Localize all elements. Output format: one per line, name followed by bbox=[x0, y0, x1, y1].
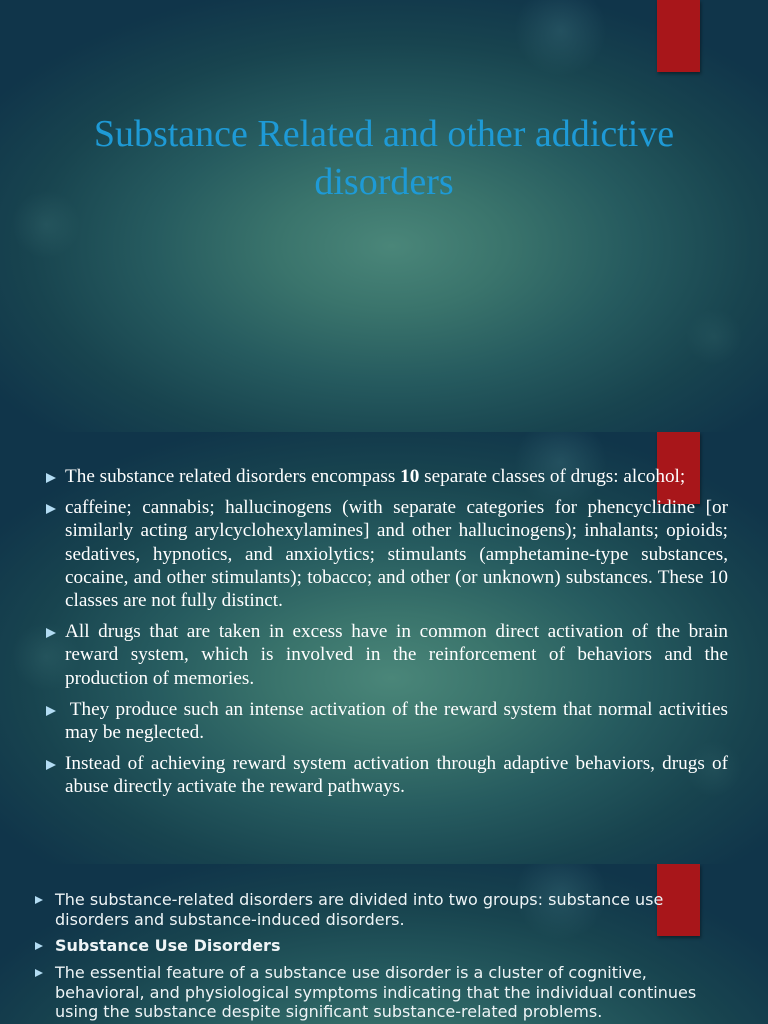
bullet-list bbox=[65, 465, 728, 798]
triangle-right-icon bbox=[46, 706, 56, 716]
bullet-item bbox=[65, 752, 728, 799]
slide-3 bbox=[0, 864, 768, 1024]
bullet-item bbox=[65, 698, 728, 745]
bullet-text-part: The substance related disorders encompass bbox=[65, 466, 401, 487]
triangle-right-icon bbox=[35, 969, 43, 977]
bullet-text: caffeine; cannabis; hallucinogens (with separate categories for phencyclidine [or similarly acting arylcyclohexylamines] and other hallucinogens); inhalants; opioids; sedatives, hypnotics, and anxiolytics; stimulants (amphetamine-type substances, cocaine, and other stimulants); tobacco; and other (or unknown) substances. These 10 classes are not fully distinct. bbox=[65, 497, 728, 611]
bullet-item bbox=[65, 496, 728, 612]
bullet-item bbox=[65, 465, 728, 488]
bullet-text bbox=[65, 466, 685, 487]
slide-1 bbox=[0, 0, 768, 432]
triangle-right-icon bbox=[35, 896, 43, 904]
triangle-right-icon bbox=[35, 942, 43, 950]
bullet-text-bold: 10 bbox=[400, 466, 420, 487]
bullet-text-part: separate classes of drugs: alcohol; bbox=[419, 466, 686, 487]
bullet-text: The substance-related disorders are divided into two groups: substance use disorders and substance-induced disorders. bbox=[55, 890, 664, 929]
bullet-heading: Substance Use Disorders bbox=[55, 936, 281, 956]
triangle-right-icon bbox=[46, 628, 56, 638]
triangle-right-icon bbox=[46, 760, 56, 770]
slide-title: Substance Related and other addictive disorders bbox=[93, 113, 675, 203]
bullet-item bbox=[65, 620, 728, 690]
bullet-text: They produce such an intense activation of the reward system that normal activities may be neglected. bbox=[65, 698, 728, 743]
bullet-text: All drugs that are taken in excess have in common direct activation of the brain reward system, which is involved in the reinforcement of behaviors and the production of memories. bbox=[65, 621, 728, 689]
accent-bar bbox=[657, 0, 700, 72]
bullet-item bbox=[55, 936, 720, 956]
bullet-item bbox=[55, 890, 720, 929]
bullet-list bbox=[55, 890, 720, 1022]
bullet-item bbox=[55, 963, 720, 1022]
triangle-right-icon bbox=[46, 473, 56, 483]
bullet-text: The essential feature of a substance use disorder is a cluster of cognitive, behavioral, and physiological symptoms indicating that the individual continues using the substance despite significant substance-related problems. bbox=[55, 963, 697, 1021]
triangle-right-icon bbox=[46, 504, 56, 514]
slide-2 bbox=[0, 432, 768, 864]
bullet-text: Instead of achieving reward system activation through adaptive behaviors, drugs of abuse directly activate the reward pathways. bbox=[65, 752, 728, 797]
